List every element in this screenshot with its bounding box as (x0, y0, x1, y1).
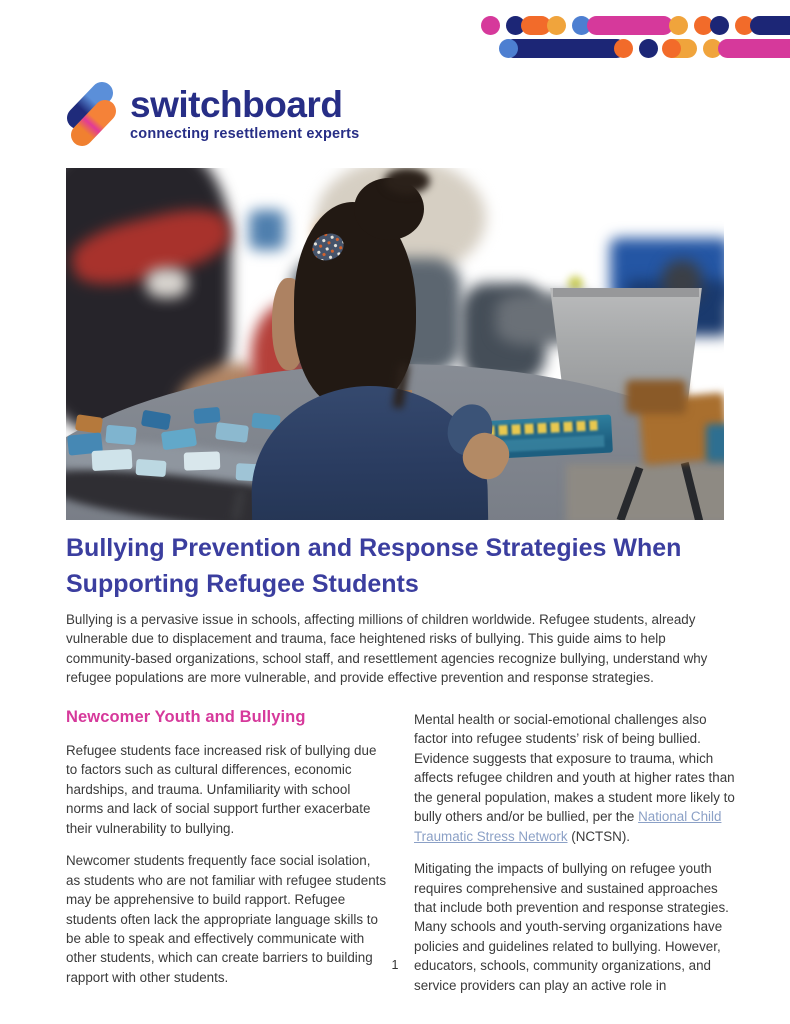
dot-row-1 (481, 16, 790, 35)
puzzle-piece (92, 449, 133, 471)
intro-paragraph: Bullying is a pervasive issue in schools, affecting millions of children worldwide. Refugee students, already vulnerable due to displacement and trauma, face heightened risks of bullying. This guide aims to help community-based organizations, school staff, and resettlement agencies recognize bullying, understand why refugee populations are more vulnerable, and provide effective prevention and response strategies. (66, 612, 708, 686)
hero-photo (66, 168, 724, 520)
dot (669, 16, 688, 35)
puzzle-piece (184, 451, 221, 470)
dot-pill (663, 39, 697, 58)
dot (710, 16, 729, 35)
dot (499, 39, 518, 58)
dot-pill (587, 16, 673, 35)
body-paragraph: Newcomer students frequently face social isolation, as students who are not familiar with refugee students may be apprehensive to build rapport. Refugee students often lack the appropriate language skills to be able to speak and effectively communicate with other students, which can create barriers to building rapport with other students. (66, 853, 387, 985)
paragraph-text: Mental health or social-emotional challenges also factor into refugee students’ risk of being bullied. Evidence suggests that exposure to trauma, which affects refugee children and youth at higher rates than the general population, makes a student more likely to bully others and/or be bullied, per the (414, 712, 735, 825)
logo-tagline: connecting resettlement experts (130, 126, 360, 143)
puzzle-box-title (485, 420, 597, 436)
puzzle-piece (105, 425, 136, 446)
body-paragraph (414, 710, 736, 846)
decorative-dots (481, 16, 790, 58)
dot-pill (718, 39, 790, 58)
dot-pill (504, 39, 626, 58)
dot (547, 16, 566, 35)
dot (614, 39, 633, 58)
section-heading: Newcomer Youth and Bullying (66, 708, 306, 726)
body-paragraph: Mitigating the impacts of bullying on refugee youth requires comprehensive and sustained approaches that include both prevention and response strategies. Many schools and youth-serving organizations have policies and guidelines related to bullying. However, educators, schools, community organizations, and service providers can play an active role in (414, 861, 729, 993)
dot-row-2 (499, 39, 790, 58)
logo-wordmark: switchboard (130, 84, 343, 126)
body-paragraph: Refugee students face increased risk of bullying due to factors such as cultural differences, economic hardships, and trauma. Unfamiliarity with school norms and lack of social support further exacerbate their vulnerability to bullying. (66, 743, 377, 836)
switchboard-logo (64, 82, 359, 146)
person-left-patch (146, 268, 188, 298)
puzzle-piece (75, 414, 103, 433)
switchboard-logo-icon (64, 82, 118, 146)
dot (662, 39, 681, 58)
page-number: 1 (391, 958, 399, 972)
puzzle-piece (193, 407, 220, 424)
dot-pill (750, 16, 790, 35)
puzzle-piece (135, 459, 166, 477)
game-box-right (626, 380, 686, 414)
dot (639, 39, 658, 58)
nctsn-link[interactable]: National Child Traumatic Stress Network (414, 809, 722, 844)
paragraph-text: (NCTSN). (567, 828, 631, 844)
bin-rim (553, 288, 698, 297)
dot (481, 16, 500, 35)
screen-blur (249, 210, 285, 250)
page-title: Bullying Prevention and Response Strategies When Supporting Refugee Students (66, 534, 682, 598)
hair-flyaways (384, 168, 430, 194)
teal-box-edge (706, 424, 724, 462)
